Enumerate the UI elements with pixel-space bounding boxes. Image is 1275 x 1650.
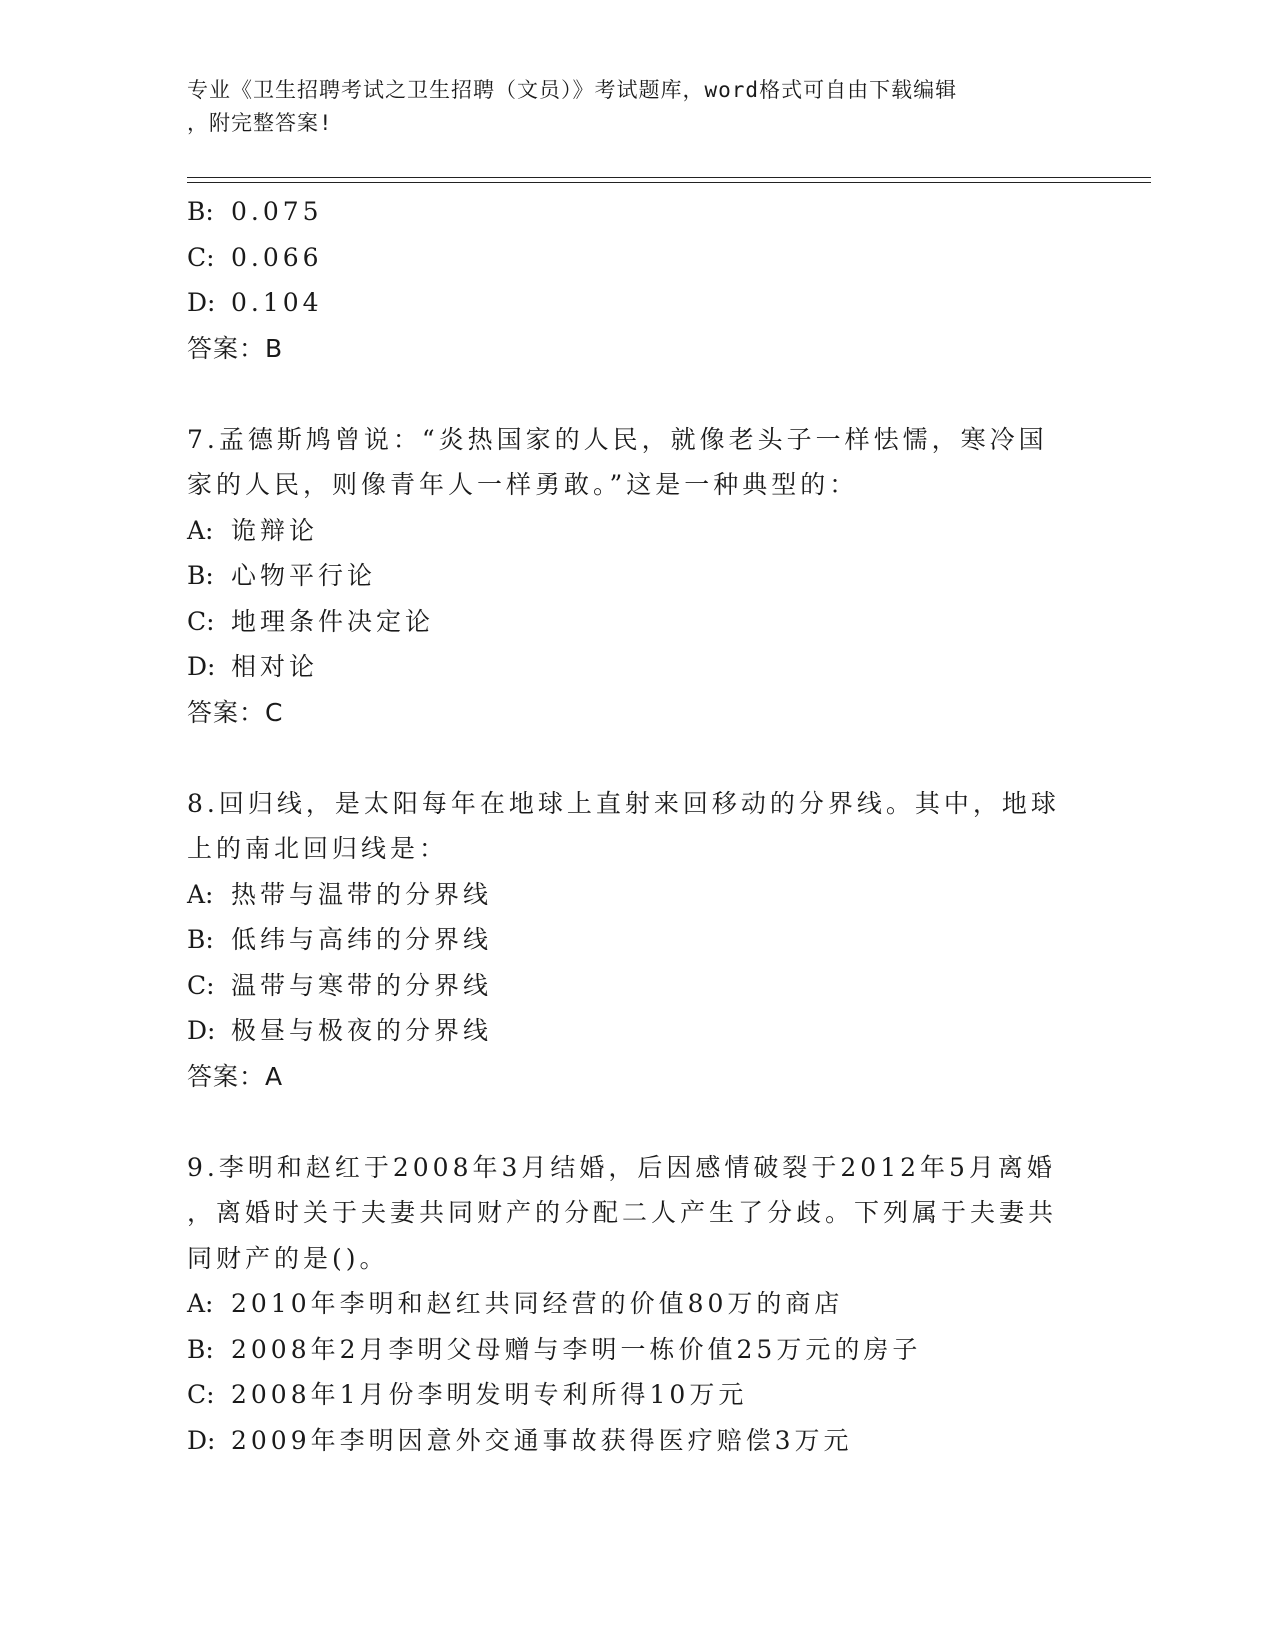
question-6-tail [187,189,1087,371]
option-label: B: [187,561,214,590]
question-stem: 8.回归线，是太阳每年在地球上直射来回移动的分界线。其中，地球 [187,788,1060,818]
option-text: 2008年2月李明父母赠与李明一栋价值25万元的房子 [231,1334,922,1364]
answer-line: 答案：A [187,1061,284,1091]
option-label: D: [187,1016,216,1045]
option-text: 相对论 [231,652,319,681]
option-label: D: [187,1425,216,1455]
option-text: 2008年1月份李明发明专利所得10万元 [231,1380,748,1409]
option-label: A: [187,515,214,545]
question-9 [187,1145,1087,1464]
option-label: C: [187,242,215,272]
option-label: C: [187,1380,215,1409]
option-text: 0.104 [231,288,323,317]
option-label: A: [187,1289,214,1318]
question-stem: ，离婚时关于夫妻共同财产的分配二人产生了分歧。下列属于夫妻共 [187,1198,1058,1227]
answer-line: 答案：C [187,697,284,727]
page-header [187,74,1067,140]
question-8 [187,781,1087,1100]
option-item [187,872,1087,918]
option-text: 低纬与高纬的分界线 [231,925,493,954]
header-divider-top [187,177,1151,178]
question-stem: 家的人民，则像青年人一样勇敢。”这是一种典型的： [187,470,859,499]
question-stem: 同财产的是()。 [187,1243,389,1273]
option-item [187,280,1087,326]
option-text: 诡辩论 [231,515,319,545]
option-item [187,189,1087,235]
option-item [187,917,1087,963]
option-text: 地理条件决定论 [231,606,435,636]
option-item [187,1372,1087,1418]
spacer [187,371,1087,417]
option-item [187,599,1087,645]
question-stem: 上的南北回归线是： [187,834,449,863]
option-item [187,553,1087,599]
option-text: 2010年李明和赵红共同经营的价值80万的商店 [231,1289,844,1318]
option-label: D: [187,652,216,681]
option-item [187,235,1087,281]
option-text: 2009年李明因意外交通事故获得医疗赔偿3万元 [231,1425,853,1455]
option-item [187,963,1087,1009]
header-divider-bottom [187,182,1151,183]
option-text: 0.066 [231,242,323,272]
option-label: D: [187,288,216,317]
question-7 [187,417,1087,736]
header-line-1: 专业《卫生招聘考试之卫生招聘（文员）》考试题库，word格式可自由下载编辑 [187,78,958,102]
option-item [187,1008,1087,1054]
option-text: 温带与寒带的分界线 [231,970,493,1000]
spacer [187,735,1087,781]
option-label: C: [187,970,215,1000]
question-content [187,189,1087,1463]
question-stem: 7.孟德斯鸠曾说：“炎热国家的人民，就像老头子一样怯懦，寒冷国 [187,424,1048,454]
option-text: 热带与温带的分界线 [231,879,493,909]
answer-line: 答案：B [187,333,284,363]
option-label: A: [187,879,214,909]
question-stem: 9.李明和赵红于2008年3月结婚，后因感情破裂于2012年5月离婚 [187,1152,1056,1182]
option-label: B: [187,925,214,954]
option-text: 0.075 [231,197,323,226]
option-item [187,1418,1087,1464]
option-text: 极昼与极夜的分界线 [231,1016,493,1045]
option-label: B: [187,1334,214,1364]
option-label: B: [187,197,214,226]
option-label: C: [187,606,215,636]
option-text: 心物平行论 [231,561,377,590]
option-item [187,1327,1087,1373]
spacer [187,1099,1087,1145]
option-item [187,1281,1087,1327]
option-item [187,644,1087,690]
header-line-2: ，附完整答案! [187,111,333,135]
option-item [187,508,1087,554]
